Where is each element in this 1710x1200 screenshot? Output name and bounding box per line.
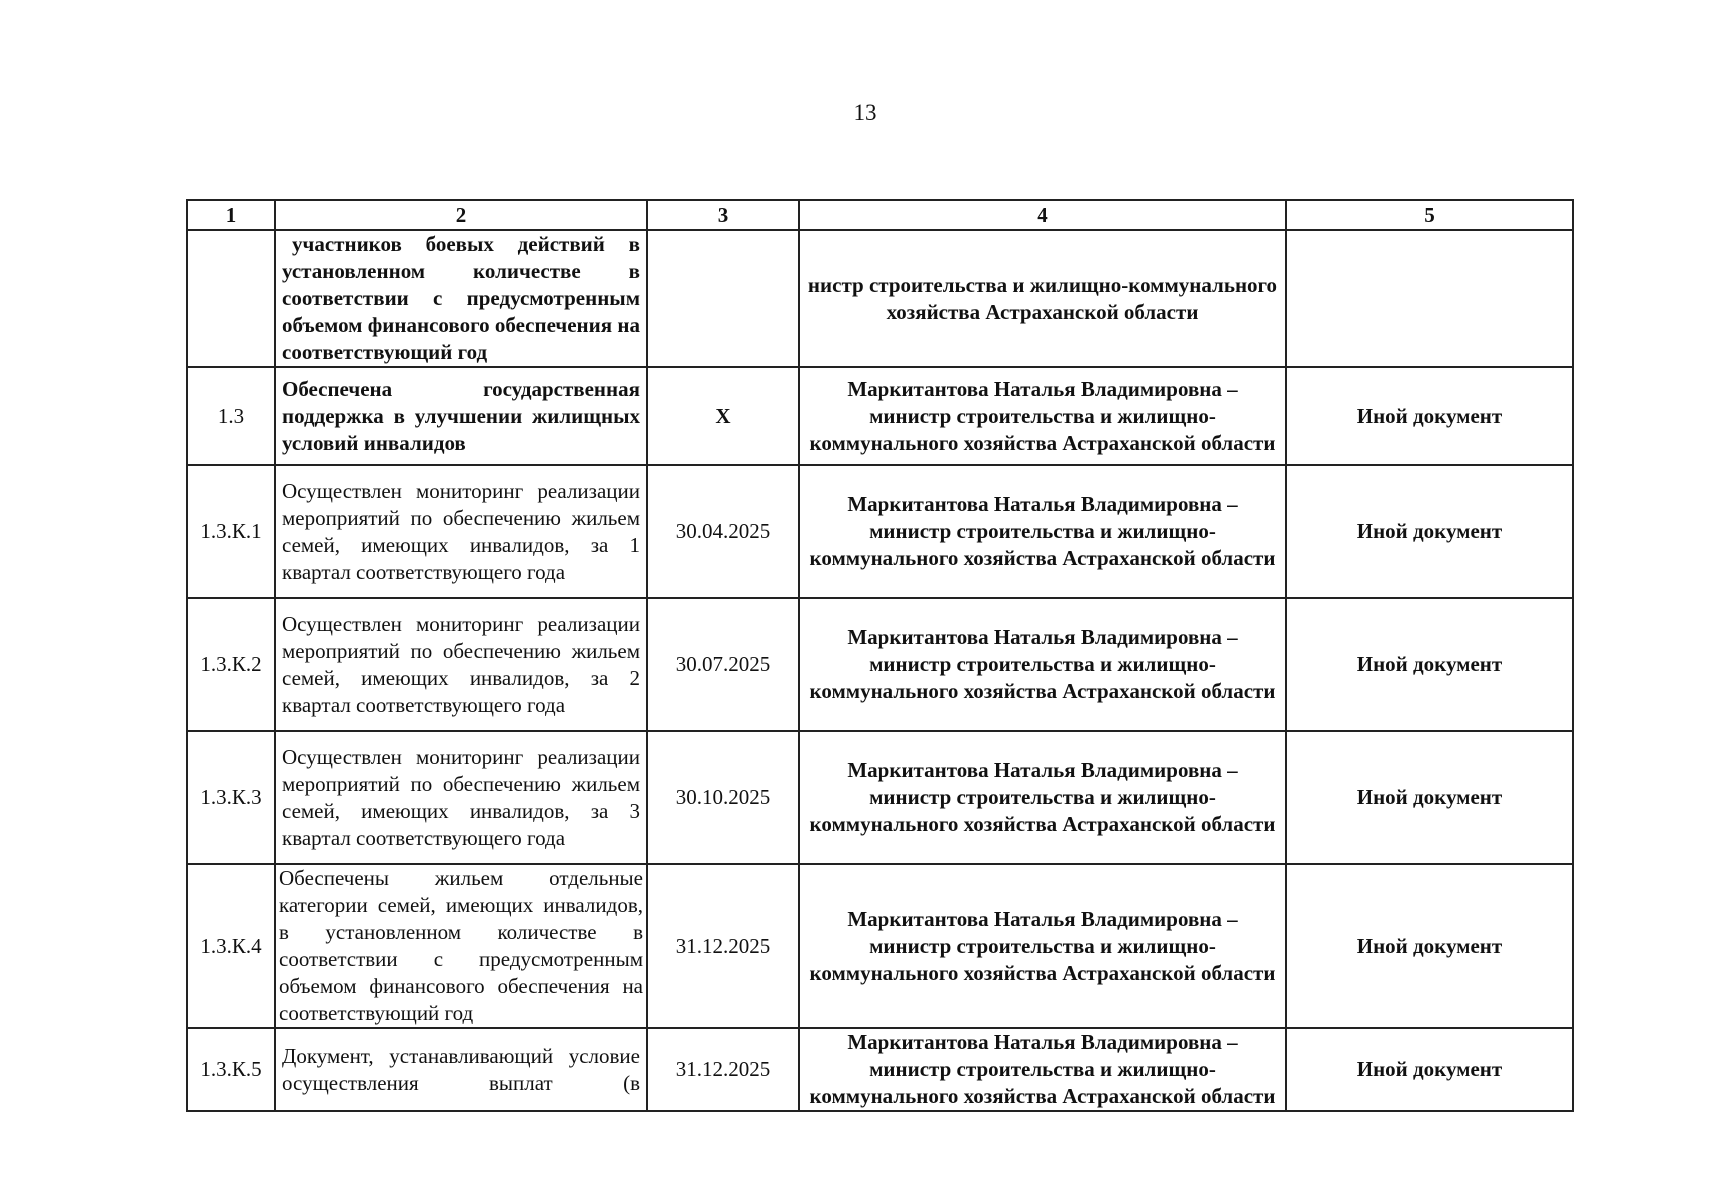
table-row bbox=[187, 230, 1573, 367]
row-number-cell bbox=[187, 230, 275, 367]
date-cell: 30.10.2025 bbox=[647, 731, 799, 864]
document-cell: Иной документ bbox=[1286, 731, 1573, 864]
table-row bbox=[187, 598, 1573, 731]
plan-table bbox=[186, 199, 1574, 1112]
row-number-cell: 1.3 bbox=[187, 367, 275, 465]
date-cell bbox=[647, 230, 799, 367]
responsible-cell: Маркитантова Наталья Владимировна – министр строительства и жилищно-коммунального хозяйства Астраханской области bbox=[799, 1028, 1286, 1111]
date-cell: Х bbox=[647, 367, 799, 465]
column-header: 1 bbox=[187, 200, 275, 230]
row-number-cell: 1.3.К.1 bbox=[187, 465, 275, 598]
description-cell: Документ, устанавливающий условие осуществления выплат (в bbox=[275, 1028, 647, 1111]
document-cell: Иной документ bbox=[1286, 1028, 1573, 1111]
page-number: 13 bbox=[853, 100, 877, 125]
document-cell: Иной документ bbox=[1286, 598, 1573, 731]
table-row bbox=[187, 864, 1573, 1028]
document-cell: Иной документ bbox=[1286, 367, 1573, 465]
row-number-cell: 1.3.К.3 bbox=[187, 731, 275, 864]
responsible-cell: Маркитантова Наталья Владимировна – министр строительства и жилищно-коммунального хозяйства Астраханской области bbox=[799, 367, 1286, 465]
date-cell: 31.12.2025 bbox=[647, 864, 799, 1028]
responsible-cell: Маркитантова Наталья Владимировна – министр строительства и жилищно-коммунального хозяйства Астраханской области bbox=[799, 598, 1286, 731]
description-cell: Осуществлен мониторинг реализации мероприятий по обеспечению жильем семей, имеющих инвалидов, за 2 квартал соответствующего года bbox=[275, 598, 647, 731]
description-cell: Осуществлен мониторинг реализации мероприятий по обеспечению жильем семей, имеющих инвалидов, за 3 квартал соответствующего года bbox=[275, 731, 647, 864]
row-number-cell: 1.3.К.4 bbox=[187, 864, 275, 1028]
row-number-cell: 1.3.К.5 bbox=[187, 1028, 275, 1111]
column-header: 3 bbox=[647, 200, 799, 230]
responsible-cell: нистр строительства и жилищно-коммунального хозяйства Астраханской области bbox=[799, 230, 1286, 367]
responsible-cell: Маркитантова Наталья Владимировна – министр строительства и жилищно-коммунального хозяйства Астраханской области bbox=[799, 465, 1286, 598]
row-number-cell: 1.3.К.2 bbox=[187, 598, 275, 731]
responsible-cell: Маркитантова Наталья Владимировна – министр строительства и жилищно-коммунального хозяйства Астраханской области bbox=[799, 731, 1286, 864]
table-row bbox=[187, 465, 1573, 598]
document-cell: Иной документ bbox=[1286, 864, 1573, 1028]
table-row bbox=[187, 731, 1573, 864]
column-header: 2 bbox=[275, 200, 647, 230]
date-cell: 30.07.2025 bbox=[647, 598, 799, 731]
date-cell: 30.04.2025 bbox=[647, 465, 799, 598]
date-cell: 31.12.2025 bbox=[647, 1028, 799, 1111]
table-header-row bbox=[187, 200, 1573, 230]
responsible-cell: Маркитантова Наталья Владимировна – министр строительства и жилищно-коммунального хозяйства Астраханской области bbox=[799, 864, 1286, 1028]
table-row bbox=[187, 367, 1573, 465]
column-header: 4 bbox=[799, 200, 1286, 230]
description-cell: Обеспечены жильем отдельные категории семей, имеющих инвалидов, в установленном количестве в соответствии с предусмотренным объемом финансового обеспечения на соответствующий год bbox=[275, 864, 647, 1028]
document-cell bbox=[1286, 230, 1573, 367]
description-cell: Обеспечена государственная поддержка в улучшении жилищных условий инвалидов bbox=[275, 367, 647, 465]
table-row bbox=[187, 1028, 1573, 1111]
description-cell: участников боевых действий в установленном количестве в соответствии с предусмотренным объемом финансового обеспечения на соответствующий год bbox=[275, 230, 647, 367]
description-cell: Осуществлен мониторинг реализации мероприятий по обеспечению жильем семей, имеющих инвалидов, за 1 квартал соответствующего года bbox=[275, 465, 647, 598]
column-header: 5 bbox=[1286, 200, 1573, 230]
document-cell: Иной документ bbox=[1286, 465, 1573, 598]
